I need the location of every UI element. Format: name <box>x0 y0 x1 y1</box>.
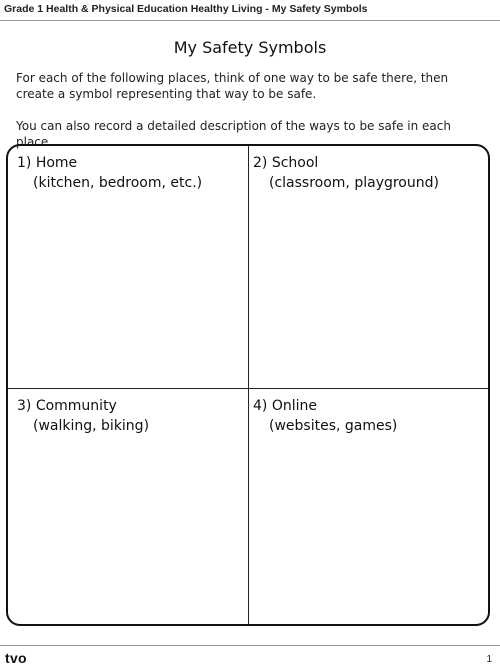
header-divider <box>0 20 500 21</box>
tvo-logo: tvo <box>5 650 27 666</box>
grid-vertical-divider <box>248 146 249 624</box>
place-box-community <box>17 396 249 436</box>
place-box-home <box>17 153 249 193</box>
place-hint: (websites, games) <box>269 418 398 434</box>
running-header: Grade 1 Health & Physical Education Healthy Living - My Safety Symbols <box>4 3 368 15</box>
place-hint: (walking, biking) <box>33 418 150 434</box>
place-hint: (kitchen, bedroom, etc.) <box>33 175 203 191</box>
page-number: 1 <box>486 654 492 665</box>
instructions-text: For each of the following places, think of one way to be safe there, then create a symbol representing that way to be safe. <box>16 71 449 101</box>
grid-horizontal-divider <box>8 388 488 389</box>
place-box-school <box>253 153 485 193</box>
footer-divider <box>0 645 500 646</box>
place-label: 1) Home <box>17 155 78 171</box>
note-text: You can also record a detailed description of the ways to be safe in each place. <box>16 119 451 149</box>
place-label: 3) Community <box>17 398 117 414</box>
place-box-online <box>253 396 485 436</box>
worksheet-title: My Safety Symbols <box>173 38 327 57</box>
place-label: 4) Online <box>253 398 317 414</box>
place-label: 2) School <box>253 155 319 171</box>
safety-symbols-grid <box>6 144 490 626</box>
place-hint: (classroom, playground) <box>269 175 439 191</box>
